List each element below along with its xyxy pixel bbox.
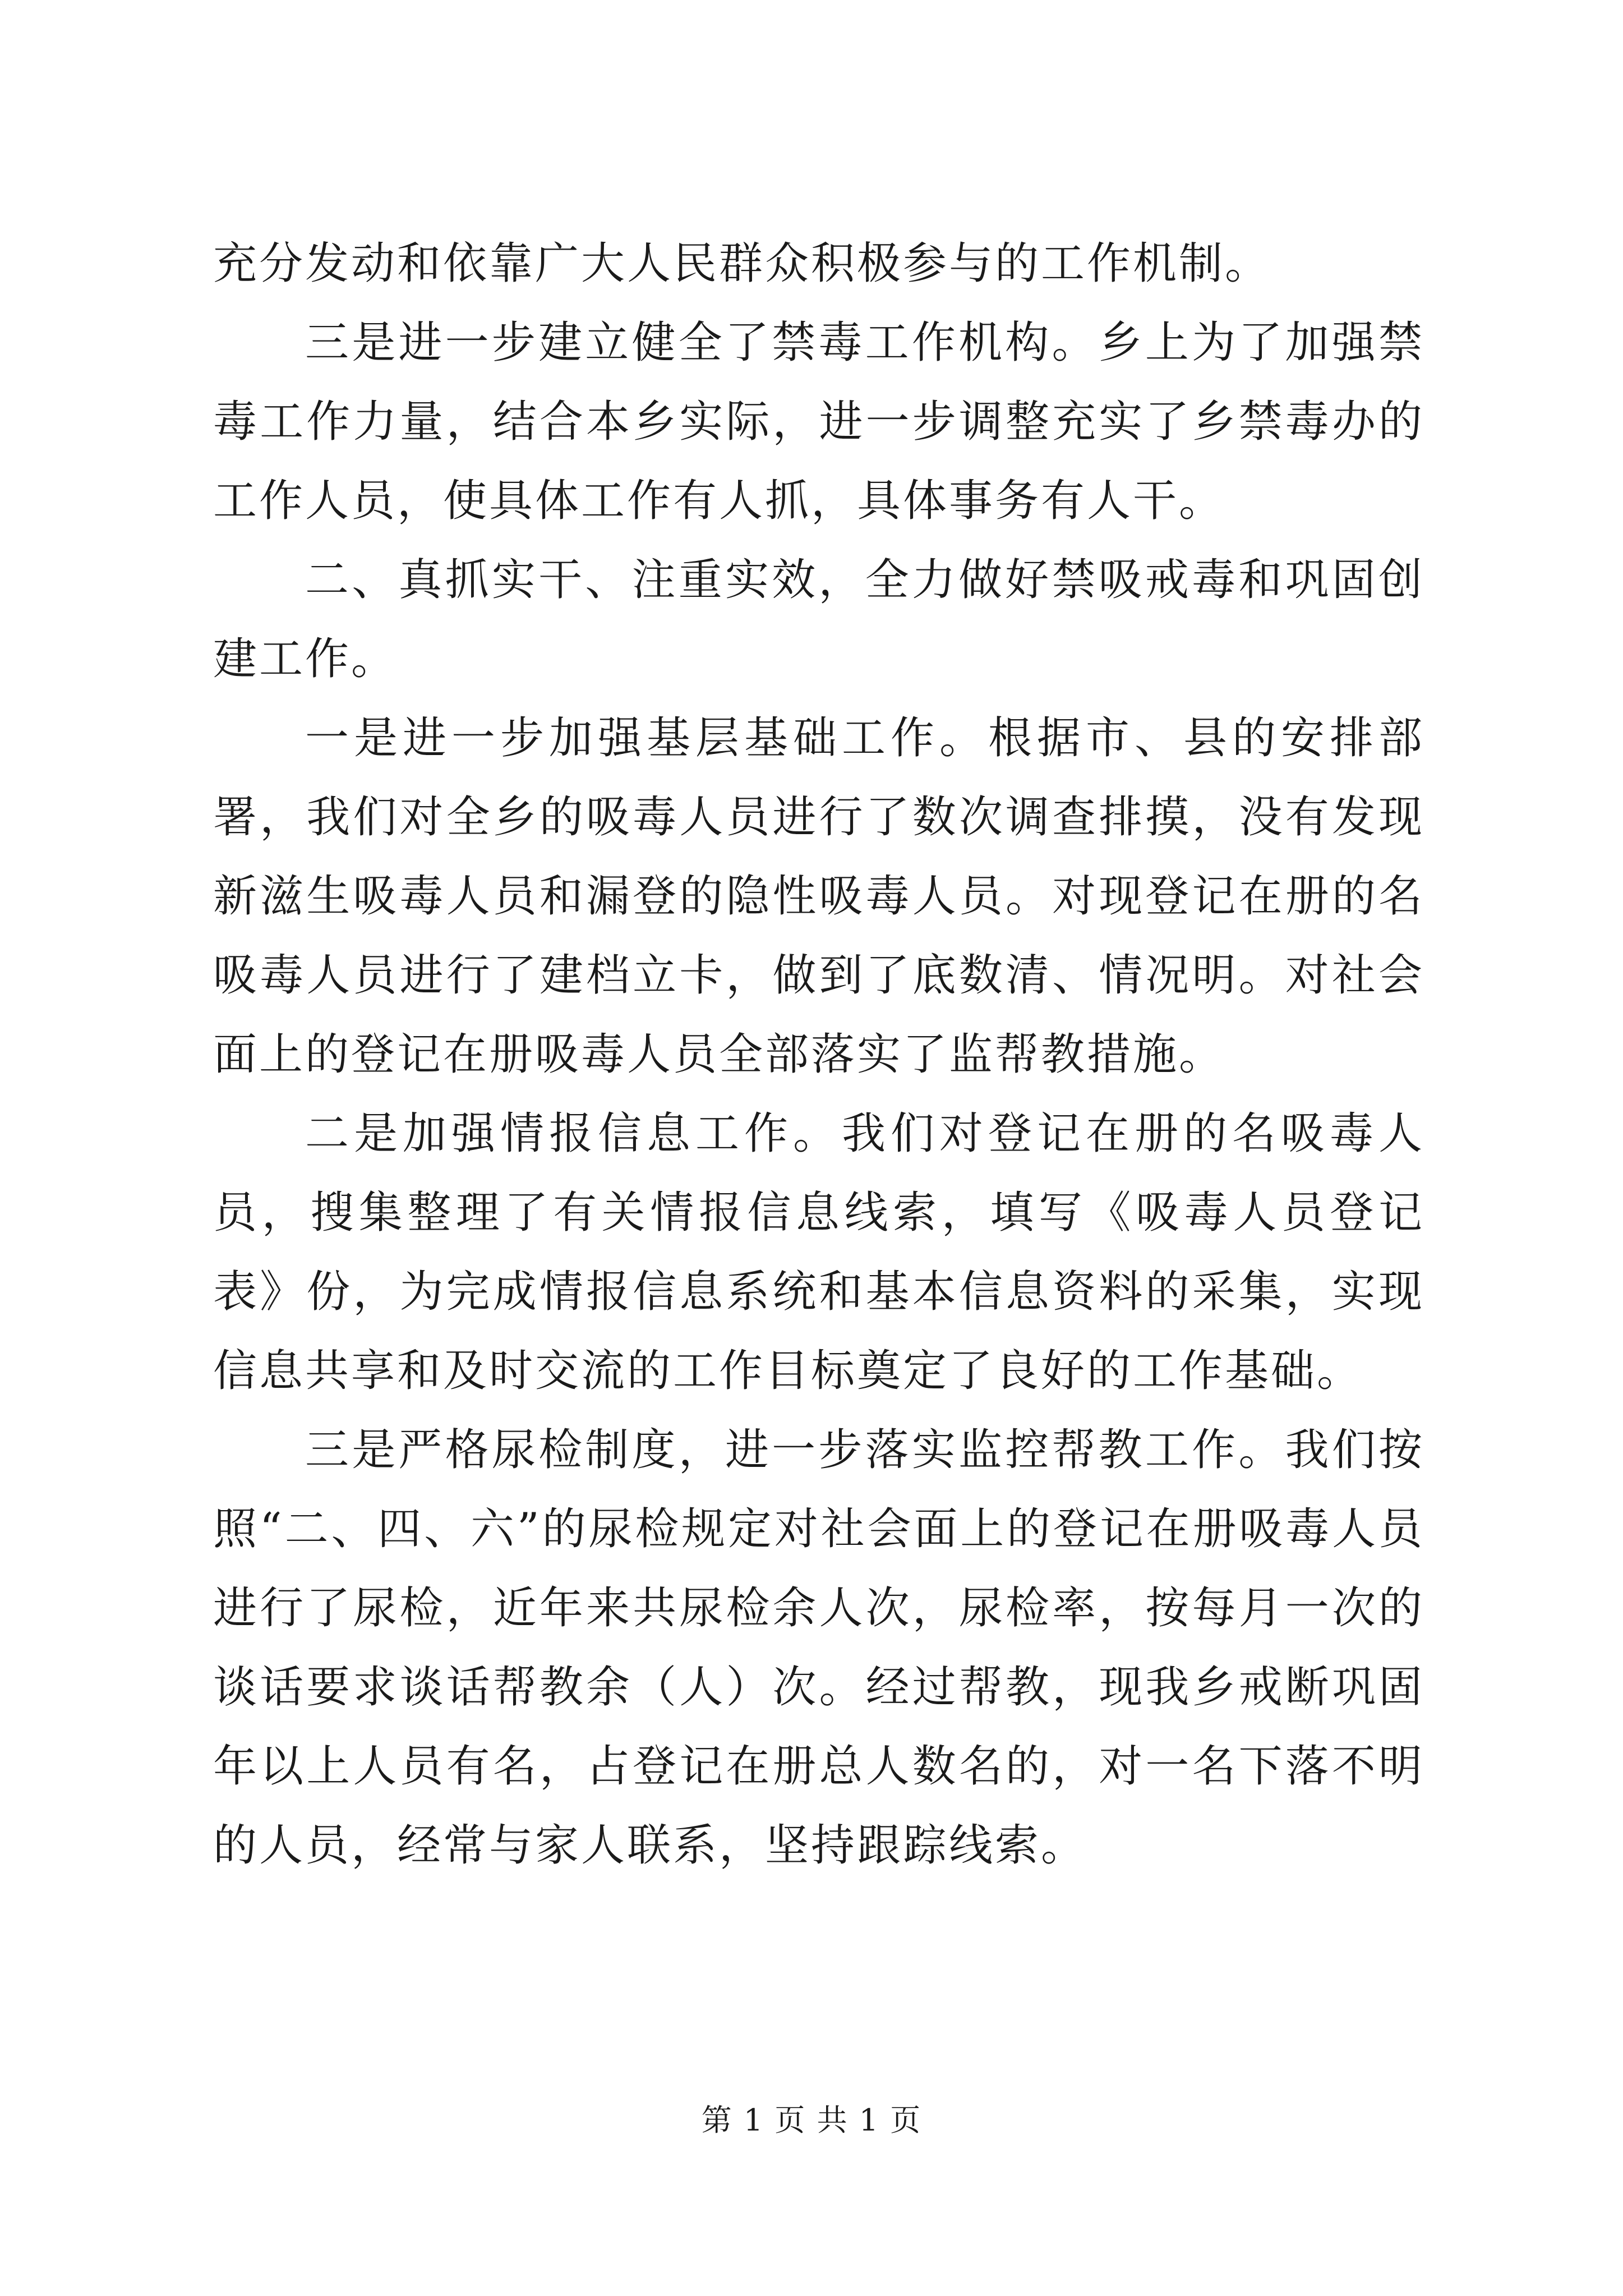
paragraph-1: 充分发动和依靠广大人民群众积极参与的工作机制。 (213, 238, 1271, 289)
document-body (213, 224, 1424, 1885)
paragraph-3-section-heading: 二、真抓实干、注重实效，全力做好禁吸戒毒和巩固创建工作。 (213, 555, 1424, 684)
paragraph-5: 二是加强情报信息工作。我们对登记在册的名吸毒人员，搜集整理了有关情报信息线索，填写《吸毒人员登记表》份，为完成情报信息系统和基本信息资料的采集，实现信息共享和及时交流的工作目标奠定了良好的工作基础。 (213, 1108, 1424, 1396)
page-footer: 第 1 页 共 1 页 (701, 2102, 922, 2138)
paragraph-4: 一是进一步加强基层基础工作。根据市、县的安排部署，我们对全乡的吸毒人员进行了数次调查排摸，没有发现新滋生吸毒人员和漏登的隐性吸毒人员。对现登记在册的名吸毒人员进行了建档立卡，做到了底数清、情况明。对社会面上的登记在册吸毒人员全部落实了监帮教措施。 (213, 713, 1424, 1080)
paragraph-6: 三是严格尿检制度，进一步落实监控帮教工作。我们按照“二、四、六”的尿检规定对社会面上的登记在册吸毒人员进行了尿检，近年来共尿检余人次，尿检率，按每月一次的谈话要求谈话帮教余（人）次。经过帮教，现我乡戒断巩固年以上人员有名，占登记在册总人数名的，对一名下落不明的人员，经常与家人联系，坚持跟踪线索。 (213, 1425, 1424, 1871)
paragraph-2: 三是进一步建立健全了禁毒工作机构。乡上为了加强禁毒工作力量，结合本乡实际，进一步调整充实了乡禁毒办的工作人员，使具体工作有人抓，具体事务有人干。 (213, 318, 1424, 526)
